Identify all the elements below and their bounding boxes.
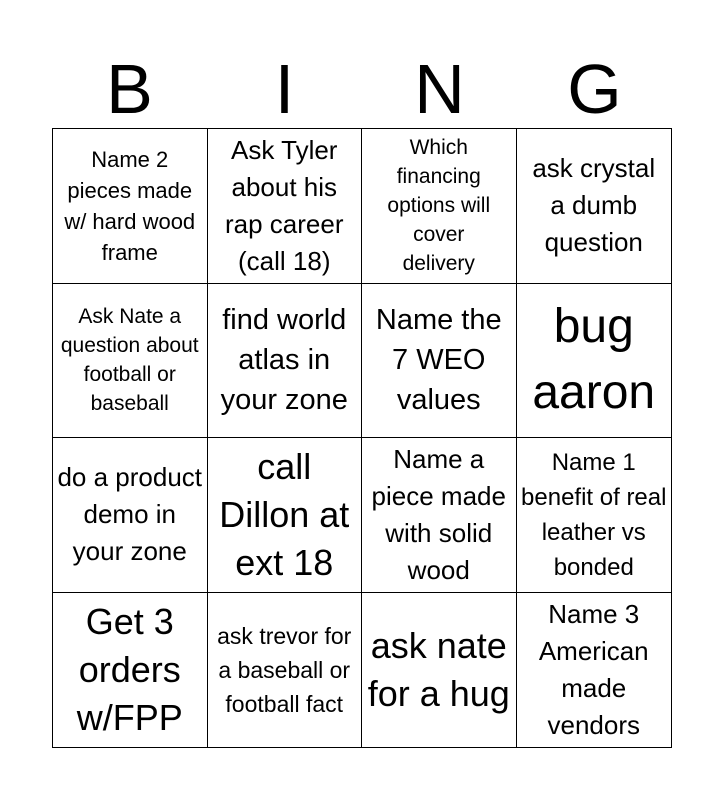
cell-text: find world atlas in your zone xyxy=(220,304,348,417)
header-letter-g: G xyxy=(567,50,622,128)
header-letter-n: N xyxy=(414,50,465,128)
cell-text: call Dillon at ext 18 xyxy=(219,445,350,583)
cell-text: Name 3 American made vendors xyxy=(538,598,649,740)
cell-text: Ask Nate a question about football or baseball xyxy=(60,305,199,416)
bingo-cell[interactable] xyxy=(53,284,208,439)
header-letter-b: B xyxy=(106,50,153,128)
bingo-cell[interactable] xyxy=(362,593,517,748)
bingo-cell[interactable] xyxy=(517,593,672,748)
cell-text: Get 3 orders w/FPP xyxy=(76,600,183,738)
bingo-cell[interactable] xyxy=(208,593,363,748)
header-letter-i: I xyxy=(274,50,295,128)
bingo-header xyxy=(52,50,672,128)
cell-text: Name the 7 WEO values xyxy=(375,304,502,417)
cell-text: Name 1 benefit of real leather vs bonded xyxy=(521,448,667,581)
bingo-cell[interactable] xyxy=(53,129,208,284)
cell-text: bug aaron xyxy=(532,300,656,420)
bingo-cell[interactable] xyxy=(208,284,363,439)
bingo-cell[interactable] xyxy=(517,284,672,439)
bingo-cell[interactable] xyxy=(362,129,517,284)
bingo-cell[interactable] xyxy=(362,284,517,439)
bingo-grid xyxy=(52,128,672,748)
bingo-cell[interactable] xyxy=(517,129,672,284)
bingo-cell[interactable] xyxy=(53,593,208,748)
cell-text: Ask Tyler about his rap career (call 18) xyxy=(225,134,344,276)
bingo-cell[interactable] xyxy=(362,438,517,593)
cell-text: ask nate for a hug xyxy=(367,624,510,714)
cell-text: ask crystal a dumb question xyxy=(532,153,656,258)
cell-text: Which financing options will cover delivery xyxy=(387,136,491,276)
bingo-cell[interactable] xyxy=(208,438,363,593)
bingo-cell[interactable] xyxy=(208,129,363,284)
cell-text: Name a piece made with solid wood xyxy=(371,443,506,585)
bingo-cell[interactable] xyxy=(53,438,208,593)
cell-text: Name 2 pieces made w/ hard wood frame xyxy=(64,146,196,265)
cell-text: do a product demo in your zone xyxy=(57,462,203,567)
bingo-cell[interactable] xyxy=(517,438,672,593)
cell-text: ask trevor for a baseball or football fact xyxy=(217,622,352,717)
